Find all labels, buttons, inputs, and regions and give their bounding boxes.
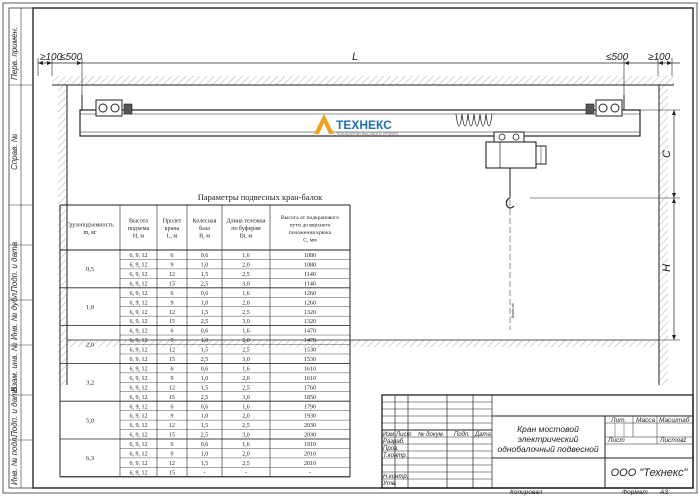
dim-right-min: ≥100 (648, 52, 671, 63)
table-cell: - (203, 470, 206, 477)
table-cell: 9 (170, 338, 174, 345)
table-cell: 6 (170, 366, 174, 373)
table-header-cell: Длина тележки по буферам Bt, м (226, 218, 266, 240)
table-cell: 15 (169, 281, 175, 288)
table-cell: 12 (169, 271, 175, 278)
table-cell: 0,6 (200, 328, 209, 335)
table-cell: 15 (169, 470, 175, 477)
table-header-cell: Высота подъема H, м (127, 218, 150, 240)
sheet-label: Лист (608, 437, 625, 444)
stamp-label: Подп. и дата (10, 241, 19, 292)
table-cell: 0,6 (200, 253, 209, 260)
table-cell: 1,0 (200, 262, 209, 269)
capacity-cell: 2,0 (85, 341, 95, 349)
table-cell: 15 (169, 432, 175, 439)
dim-right-max: ≤500 (606, 52, 629, 63)
table-cell: 6, 9, 12 (129, 404, 148, 411)
table-header-cell: Грузоподъемность m, кг (66, 222, 114, 236)
table-title: Параметры подвесных кран-балок (197, 192, 323, 202)
table-cell: 3,0 (242, 394, 250, 401)
stamp-label: Справ. № (10, 133, 19, 170)
table-cell: 2010 (304, 460, 316, 467)
table-cell: 6, 9, 12 (129, 442, 148, 449)
logo-wordmark: ТЕХНЕКС (336, 118, 392, 132)
table-cell: 1320 (304, 309, 316, 316)
table-cell: 2,5 (242, 271, 250, 278)
capacity-cell: 5,0 (85, 417, 95, 425)
role-checker: Пров. (383, 446, 399, 452)
table-cell: 2,5 (200, 357, 209, 363)
stamp-label: Инв. № подл. (10, 435, 19, 485)
table-cell: 1,6 (242, 253, 250, 260)
table-cell: 2,0 (242, 375, 250, 382)
table-cell: 1,5 (200, 385, 209, 392)
table-cell: 1140 (304, 271, 316, 278)
role-developer: Разраб. (383, 439, 405, 445)
table-cell: 1,0 (200, 451, 209, 458)
mass-label: Масса (636, 417, 656, 424)
table-cell: 1,5 (200, 423, 209, 430)
col-header-sign: Подп. (454, 432, 470, 438)
table-cell: 2,5 (242, 309, 250, 316)
table-cell: 6, 9, 12 (129, 347, 148, 354)
table-cell: 1,6 (242, 328, 250, 335)
title-block (382, 395, 693, 488)
table-cell: 12 (169, 309, 175, 316)
table-cell: 1,0 (200, 375, 209, 382)
table-cell: 2,0 (242, 338, 250, 345)
table-cell: 1,5 (200, 271, 209, 278)
table-cell: 3,0 (242, 281, 250, 288)
table-cell: 1,0 (200, 300, 209, 307)
left-end-truck (96, 100, 132, 116)
table-cell: 15 (169, 394, 175, 401)
table-cell: 1140 (304, 281, 316, 288)
table-cell: 1530 (304, 347, 316, 354)
left-stamp-strip (9, 8, 33, 488)
table-cell: 2,0 (242, 413, 250, 420)
table-cell: 6, 9, 12 (129, 375, 148, 382)
table-cell: 6, 9, 12 (129, 338, 148, 345)
table-cell: 6, 9, 12 (129, 300, 148, 307)
dim-left-max: ≤500 (60, 52, 83, 63)
stamp-label: Подп. и дата (10, 386, 19, 437)
company-name: ООО "Технекс" (610, 467, 688, 479)
table-cell: 1,5 (200, 460, 209, 467)
table-cell: 6 (170, 328, 174, 335)
table-cell: 1260 (304, 300, 316, 307)
table-cell: 1320 (304, 319, 316, 326)
table-cell: 0,6 (200, 290, 209, 297)
table-cell: 2,0 (242, 262, 250, 269)
table-cell: 6, 9, 12 (129, 328, 148, 335)
table-cell: 2,5 (200, 281, 209, 288)
table-cell: 6 (170, 404, 174, 411)
table-header-cell: Колесная база B, м (192, 218, 217, 240)
table-cell: 1080 (304, 262, 316, 269)
dim-height-h: H (661, 264, 673, 272)
stamp-label: Взам. инв. № (10, 342, 19, 392)
table-cell: 6, 9, 12 (129, 271, 148, 278)
table-cell: 1,6 (242, 366, 250, 373)
table-cell: 2,0 (242, 300, 250, 307)
table-cell: 0,6 (200, 404, 209, 411)
table-cell: 6, 9, 12 (129, 460, 148, 467)
col-header-doc: № докум. (418, 432, 445, 438)
table-cell: 6, 9, 12 (129, 423, 148, 430)
table-cell: 6 (170, 442, 174, 449)
table-cell: 6, 9, 12 (129, 385, 148, 392)
scale-label: Масштаб (659, 417, 690, 424)
table-cell: 6, 9, 12 (129, 309, 148, 316)
table-cell: 6, 9, 12 (129, 432, 148, 439)
dim-span: L (352, 51, 359, 63)
col-header-change: Изм (383, 432, 395, 438)
table-cell: 1260 (304, 290, 316, 297)
table-cell: 2,5 (242, 460, 250, 467)
right-end-truck (586, 100, 622, 116)
table-cell: 2,5 (242, 385, 250, 392)
product-name-line3: однобалочный подвесной (497, 444, 599, 454)
format-label: Формат (622, 489, 648, 496)
product-name-line2: электрический (517, 434, 579, 444)
role-tech-control: Т.контр. (383, 453, 408, 459)
table-cell: 3,0 (242, 432, 250, 439)
col-header-sheet: Лист (396, 432, 412, 438)
table-cell: 6, 9, 12 (129, 253, 148, 260)
stamp-label: Инв. № дубл. (10, 290, 19, 340)
dim-left-min: ≥100 (40, 52, 63, 63)
copied-label: Копировал (510, 489, 543, 496)
table-cell: 6, 9, 12 (129, 413, 148, 420)
table-cell: 1080 (304, 253, 316, 260)
table-cell: 6, 9, 12 (129, 394, 148, 401)
product-name-line1: Кран мостовой (517, 424, 579, 434)
capacity-cell: 6,3 (85, 455, 95, 463)
capacity-cell: 0,5 (85, 266, 95, 274)
table-cell: 9 (170, 262, 174, 269)
table-header-cell: Высота от подкранового пути до верхнего положения крюка C, мм (280, 214, 340, 244)
table-cell: 2,5 (242, 423, 250, 430)
table-cell: 1,0 (200, 338, 209, 345)
capacity-cell: 1,0 (85, 303, 95, 311)
table-cell: 1610 (304, 375, 316, 382)
table-cell: 2030 (304, 423, 316, 430)
table-cell: 0,6 (200, 442, 209, 449)
table-cell: 1,5 (200, 309, 209, 316)
table-cell: 1610 (304, 366, 316, 373)
table-cell: 3,0 (242, 319, 250, 326)
table-cell: 2,5 (200, 394, 209, 401)
table-cell: 2010 (304, 451, 316, 458)
table-cell: 6, 9, 12 (129, 366, 148, 373)
capacity-cell: 3,2 (85, 379, 95, 387)
table-cell: 12 (169, 385, 175, 392)
table-cell: 15 (169, 319, 175, 326)
table-cell: 6, 9, 12 (129, 451, 148, 458)
table-cell: 2030 (304, 432, 316, 439)
table-cell: 1850 (304, 394, 316, 401)
table-cell: 2,5 (200, 319, 209, 326)
table-cell: 6, 9, 12 (129, 290, 148, 297)
table-cell: 9 (170, 413, 174, 420)
table-cell: 6, 9, 12 (129, 319, 148, 326)
dim-height-c: C (661, 150, 673, 158)
lit-label: Лит. (611, 417, 627, 424)
table-cell: 6 (170, 290, 174, 297)
table-cell: 1470 (304, 338, 316, 345)
format-value: А3 (660, 489, 668, 496)
beam-mark: Bmin=tb (510, 303, 515, 318)
table-cell: 3,0 (242, 357, 250, 363)
role-approved: Утв. (383, 481, 397, 487)
table-cell: 6, 9, 12 (129, 262, 148, 269)
stamp-label: Перв. примен. (10, 26, 19, 80)
table-cell: 1760 (304, 385, 316, 392)
table-cell: 9 (170, 451, 174, 458)
table-cell: 1,5 (200, 347, 209, 354)
table-cell: 2,5 (200, 432, 209, 439)
logo-tagline: ТЕХНОЛОГИИ ВЫСОКОГО УРОВНЯ (336, 132, 398, 136)
table-cell: 1,6 (242, 290, 250, 297)
table-cell: 9 (170, 375, 174, 382)
sheets-count: 1 (683, 437, 687, 444)
table-cell: 12 (169, 423, 175, 430)
table-cell: 2,0 (242, 451, 250, 458)
table-cell: 2,5 (242, 347, 250, 354)
table-cell: 0,6 (200, 366, 209, 373)
electric-hoist (486, 132, 546, 208)
col-header-date: Дата (475, 432, 491, 438)
table-cell: 12 (169, 347, 175, 354)
table-cell: 1,6 (242, 404, 250, 411)
table-cell: 15 (169, 357, 175, 363)
table-cell: - (309, 470, 311, 477)
table-cell: 6 (170, 253, 174, 260)
table-header-cell: Пролет крана L, м (162, 218, 182, 240)
table-cell: 1930 (304, 413, 316, 420)
table-cell: 12 (169, 460, 175, 467)
table-cell: 1790 (304, 404, 316, 411)
table-cell: 1470 (304, 328, 316, 335)
table-cell: 1910 (304, 442, 316, 449)
table-cell: 1,6 (242, 442, 250, 449)
table-cell: 9 (170, 300, 174, 307)
sheets-label: Листов (660, 437, 684, 444)
table-cell: 6, 9, 12 (129, 357, 148, 363)
table-cell: - (245, 470, 247, 477)
role-norm-control: Н.контр. (383, 474, 409, 480)
table-cell: 1,0 (200, 413, 209, 420)
table-cell: 6, 9, 12 (129, 470, 148, 477)
table-cell: 1530 (304, 357, 316, 363)
table-cell: 6, 9, 12 (129, 281, 148, 288)
